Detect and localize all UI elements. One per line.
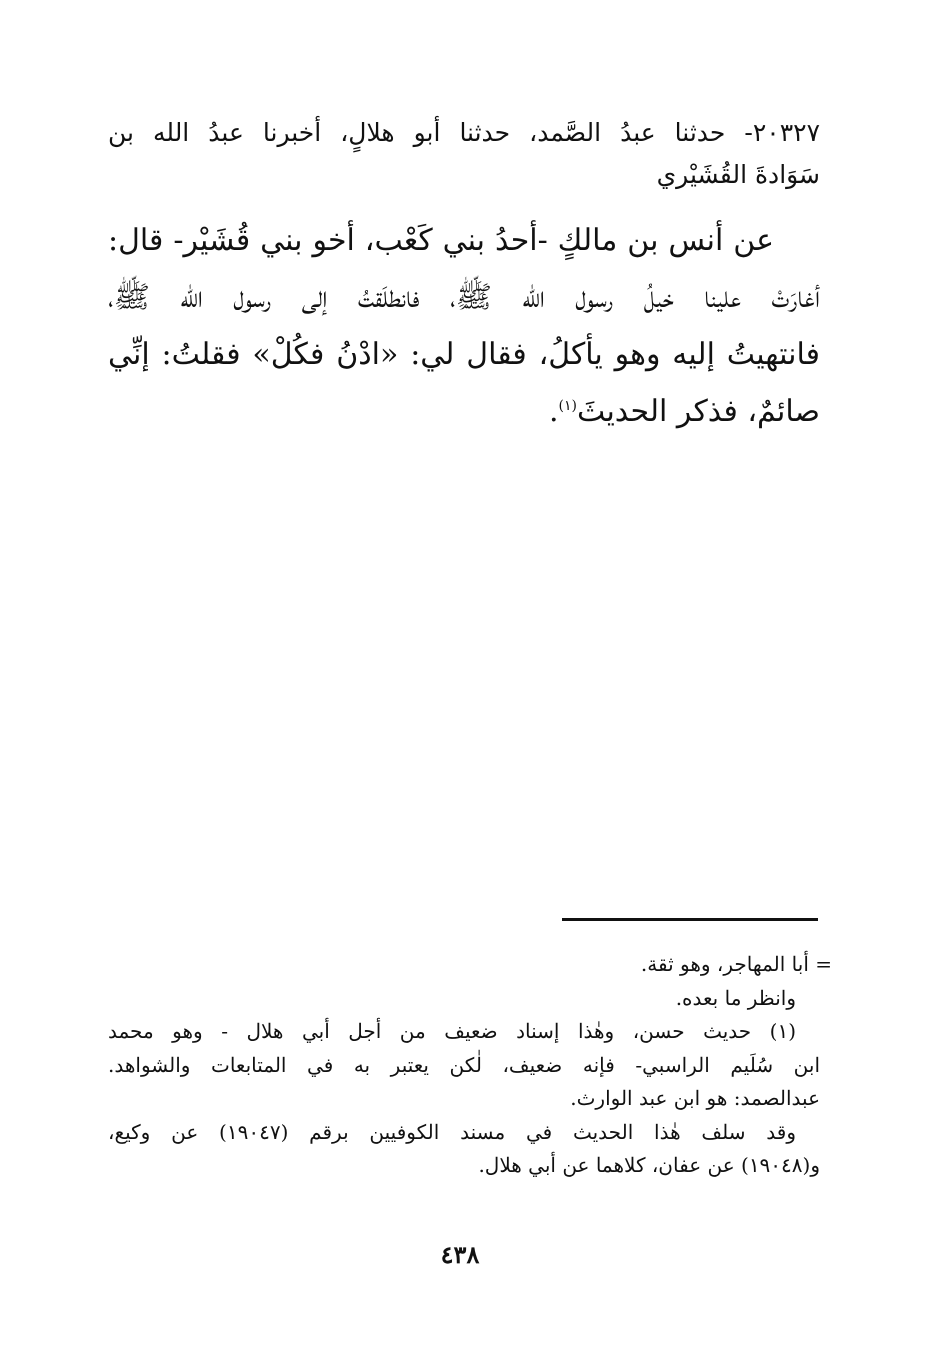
matn-line-4 bbox=[108, 383, 820, 440]
footnote-separator bbox=[562, 918, 818, 921]
footnote-continuation: = أبا المهاجر، وهو ثقة. bbox=[640, 952, 832, 976]
footnote-see-next: وانظر ما بعده. bbox=[675, 985, 796, 1010]
page-number: ٤٣٨ bbox=[440, 1240, 480, 1269]
footnote-reference: (١) bbox=[558, 398, 577, 414]
footnotes bbox=[108, 948, 832, 1183]
matn-line-2: أغارَتْ علينا خيلُ رسول الله ﷺ، فانطلَقتُ إلى رسول الله ﷺ، bbox=[108, 280, 820, 315]
footnote-1-line-5: و(١٩٠٤٨) عن عفان، كلاهما عن أبي هلال. bbox=[478, 1153, 820, 1177]
matn-line-4-text: صائمٌ، فذكر الحديثَ bbox=[576, 394, 820, 429]
footnote-1-line-1: (١) حديث حسن، وهٰذا إسناد ضعيف من أجل أبي هلال - وهو محمد bbox=[108, 1019, 796, 1043]
hadith-isnad bbox=[108, 112, 820, 196]
matn-line-1: عن أنس بن مالكٍ -أحدُ بني كَعْب، أخو بني قُشَيْر- قال: bbox=[108, 223, 774, 258]
footnote-1-line-3: عبدالصمد: هو ابن عبد الوارث. bbox=[570, 1086, 820, 1110]
isnad-line-1: ٢٠٣٢٧- حدثنا عبدُ الصَّمد، حدثنا أبو هلالٍ، أخبرنا عبدُ الله بن bbox=[108, 118, 820, 147]
hadith-matn bbox=[108, 212, 820, 440]
matn-line-3: فانتهيتُ إليه وهو يأكلُ، فقال لي: «ادْنُ فكُلْ» فقلتُ: إنِّي bbox=[108, 337, 820, 372]
end-mark: . bbox=[548, 394, 559, 429]
footnote-1-line-2: ابن سُلَيم الراسبي- فإنه ضعيف، لٰكن يعتبر به في المتابعات والشواهد. bbox=[108, 1052, 820, 1077]
isnad-line-2: سَوَادةَ القُشَيْري bbox=[656, 160, 820, 189]
footnote-1-line-4: وقد سلف هٰذا الحديث في مسند الكوفيين برقم (١٩٠٤٧) عن وكيع، bbox=[108, 1119, 797, 1144]
